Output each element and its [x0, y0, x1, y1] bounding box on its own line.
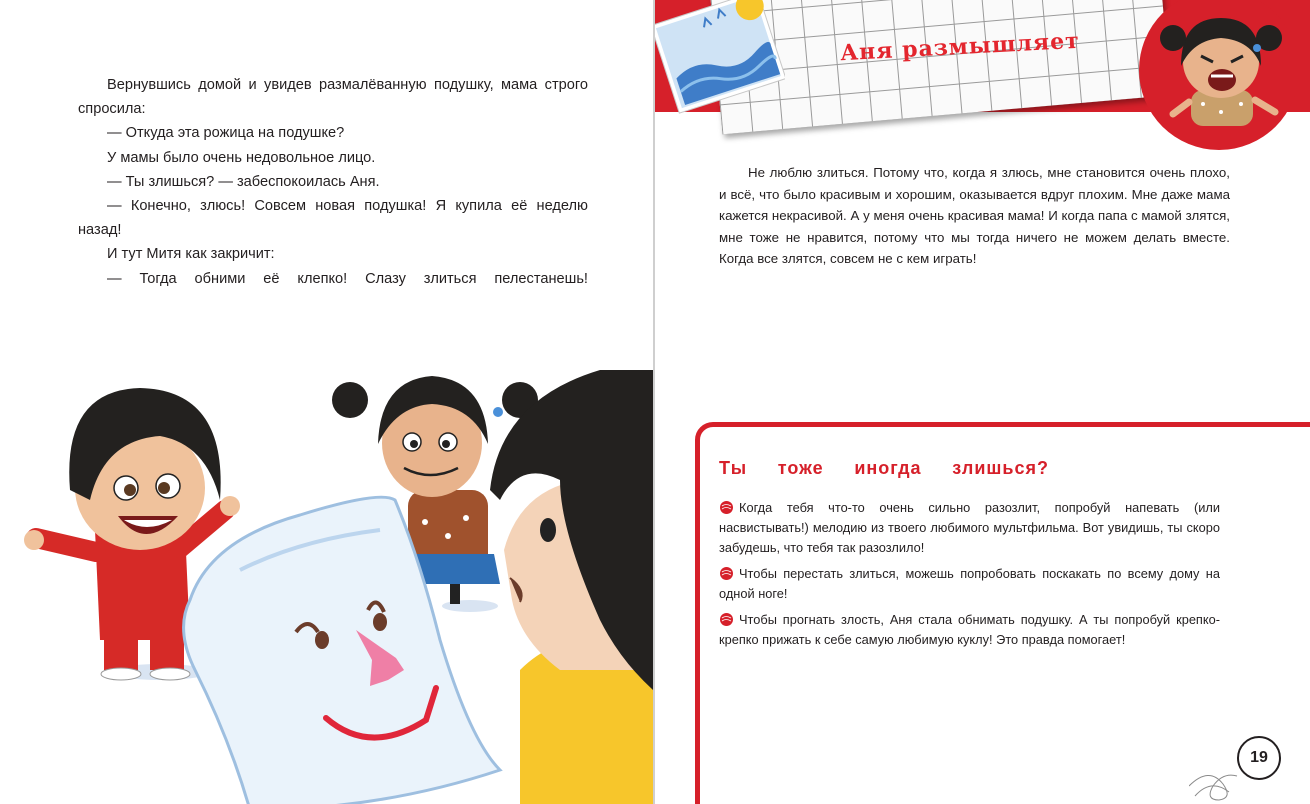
tip-text: Когда тебя что-то очень сильно разозлит, попробуй напевать (или насвистывать!) мелодию из твоего любимого мультфильма. Вот увидишь, ты скоро забудешь, что тебя так разозлило! — [719, 500, 1220, 555]
story-paragraph: Вернувшись домой и увидев размалёванную подушку, мама строго спросила: — [78, 77, 588, 118]
yarn-ball-bullet-icon — [719, 612, 734, 627]
tip-item — [719, 498, 1220, 558]
anya-thoughts-text — [719, 162, 1230, 270]
story-paragraph: У мамы было очень недовольное лицо. — [107, 149, 376, 166]
page-number: 19 — [1237, 736, 1281, 780]
child-drawing-picture — [655, 0, 785, 114]
story-paragraph: — Конечно, злюсь! Совсем новая подушка! Я купила её неделю назад! — [78, 198, 588, 239]
story-paragraph: — Откуда эта рожица на подушке? — [107, 125, 345, 142]
angry-girl-avatar — [1151, 4, 1291, 134]
section-heading: Аня размышляет — [839, 27, 1081, 67]
story-text — [78, 73, 588, 291]
story-paragraph: И тут Митя как закричит: — [107, 246, 275, 263]
tip-text: Чтобы прогнать злость, Аня стала обнимать подушку. А ты попробуй крепко-крепко прижать к себе самую любимую куклу! Это правда помогает! — [719, 612, 1220, 647]
tips-list — [719, 498, 1220, 656]
tips-title: Ты тоже иногда злишься? — [719, 458, 1049, 478]
yarn-ball-bullet-icon — [719, 566, 734, 581]
yarn-ball-bullet-icon — [719, 500, 734, 515]
story-paragraph: — Тогда обними её клепко! Слазу злиться пелестанешь! — [107, 270, 588, 287]
family-pillow-illustration — [0, 340, 653, 804]
right-page — [655, 0, 1310, 804]
tip-item — [719, 564, 1220, 604]
mom-figure — [490, 370, 653, 804]
left-page — [0, 0, 653, 804]
tip-text: Чтобы перестать злиться, можешь попробовать поскакать по всему дому на одной ноге! — [719, 566, 1220, 601]
story-paragraph: — Ты злишься? — забеспокоилась Аня. — [107, 173, 380, 190]
thoughts-paragraph: Не люблю злиться. Потому что, когда я злюсь, мне становится очень плохо, и всё, что было красивым и хорошим, оказывается вдруг плохим. Мне даже мама кажется некрасивой. А у меня очень красивая мама! И когда папа с мамой злятся, мне тоже не нравится, потому что мы тогда ничего не можем делать вместе. Когда все злятся, совсем не с кем играть! — [719, 165, 1230, 266]
tip-item — [719, 610, 1220, 650]
